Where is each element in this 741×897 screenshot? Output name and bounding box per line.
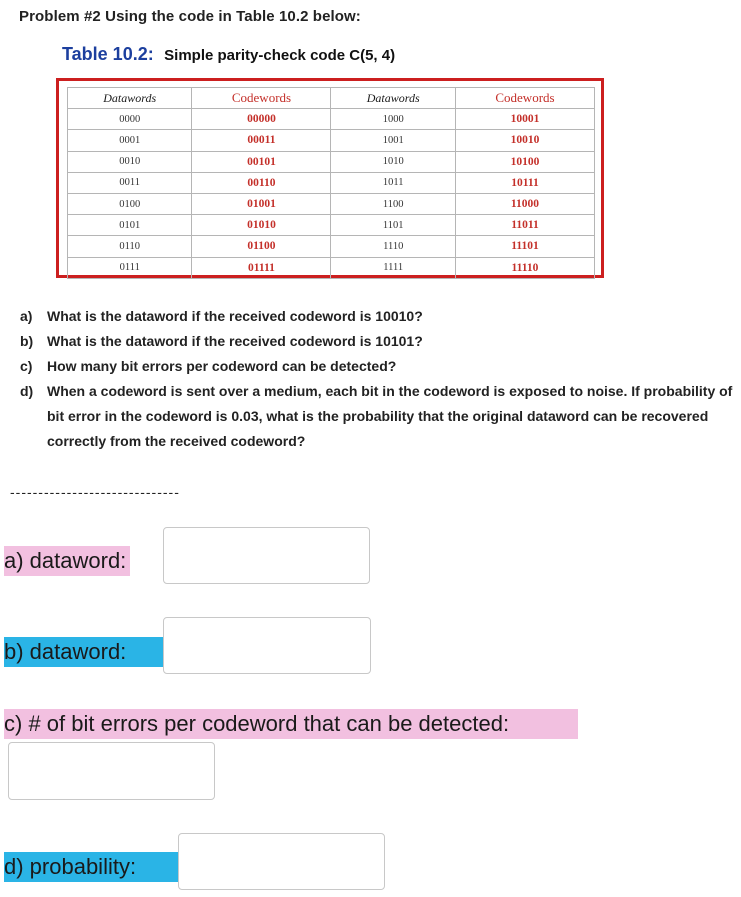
dataword-cell: 0110 [68, 236, 192, 257]
dataword-cell: 1000 [331, 109, 455, 130]
table-header-row [68, 88, 595, 109]
table-row [68, 257, 595, 278]
problem-heading: Problem #2 Using the code in Table 10.2 below: [19, 8, 361, 25]
question-text: What is the dataword if the received codeword is 10101? [47, 333, 423, 349]
answer-c-input[interactable] [8, 742, 215, 800]
question-c [20, 354, 735, 379]
answer-a-input[interactable] [163, 527, 370, 584]
answer-b-label: b) dataword: [4, 637, 164, 667]
table-row [68, 172, 595, 193]
section-divider: ------------------------------ [10, 484, 180, 500]
question-label: a) [20, 308, 33, 324]
codeword-cell: 10111 [455, 172, 594, 193]
codeword-cell: 01111 [192, 257, 331, 278]
table-body [68, 109, 595, 279]
codeword-cell: 00011 [192, 130, 331, 151]
codeword-cell: 01001 [192, 193, 331, 214]
codeword-cell: 00110 [192, 172, 331, 193]
dataword-cell: 1111 [331, 257, 455, 278]
table-title: Simple parity-check code C(5, 4) [164, 47, 396, 64]
question-label: d) [20, 383, 34, 399]
table-row [68, 193, 595, 214]
codeword-cell: 10001 [455, 109, 594, 130]
question-a [20, 304, 735, 329]
answer-c-label: c) # of bit errors per codeword that can be detected: [4, 709, 578, 739]
header-codewords: Codewords [192, 88, 331, 109]
question-text: When a codeword is sent over a medium, each bit in the codeword is exposed to noise. If probability of bit error in the codeword is 0.03, what is the probability that the original dataword can be recovered correctly from the received codeword? [47, 383, 733, 449]
codeword-cell: 01010 [192, 215, 331, 236]
dataword-cell: 0000 [68, 109, 192, 130]
table-row [68, 236, 595, 257]
table-row [68, 151, 595, 172]
dataword-cell: 1001 [331, 130, 455, 151]
question-label: b) [20, 333, 34, 349]
dataword-cell: 1100 [331, 193, 455, 214]
answer-b-input[interactable] [163, 617, 371, 674]
question-label: c) [20, 358, 33, 374]
table-row [68, 109, 595, 130]
codeword-cell: 01100 [192, 236, 331, 257]
dataword-cell: 0010 [68, 151, 192, 172]
table-caption-separator: : [147, 44, 154, 64]
question-list [20, 304, 735, 454]
dataword-cell: 0011 [68, 172, 192, 193]
table-frame [56, 78, 604, 278]
question-text: How many bit errors per codeword can be detected? [47, 358, 397, 374]
table-row [68, 215, 595, 236]
dataword-cell: 1110 [331, 236, 455, 257]
table-row [68, 130, 595, 151]
table-number: Table 10.2 [62, 44, 148, 64]
question-text: What is the dataword if the received codeword is 10010? [47, 308, 423, 324]
codeword-cell: 11011 [455, 215, 594, 236]
dataword-cell: 1010 [331, 151, 455, 172]
dataword-cell: 1101 [331, 215, 455, 236]
question-d [20, 379, 735, 454]
dataword-cell: 0100 [68, 193, 192, 214]
codeword-cell: 10100 [455, 151, 594, 172]
header-datawords: Datawords [331, 88, 455, 109]
parity-code-table [67, 87, 595, 279]
answer-d-input[interactable] [178, 833, 385, 890]
dataword-cell: 0111 [68, 257, 192, 278]
codeword-cell: 10010 [455, 130, 594, 151]
answer-a-label: a) dataword: [4, 546, 130, 576]
codeword-cell: 11000 [455, 193, 594, 214]
table-caption [62, 44, 395, 65]
codeword-cell: 11110 [455, 257, 594, 278]
header-codewords: Codewords [455, 88, 594, 109]
header-datawords: Datawords [68, 88, 192, 109]
codeword-cell: 00101 [192, 151, 331, 172]
answer-d-label: d) probability: [4, 852, 180, 882]
codeword-cell: 00000 [192, 109, 331, 130]
codeword-cell: 11101 [455, 236, 594, 257]
dataword-cell: 0001 [68, 130, 192, 151]
question-b [20, 329, 735, 354]
dataword-cell: 1011 [331, 172, 455, 193]
dataword-cell: 0101 [68, 215, 192, 236]
